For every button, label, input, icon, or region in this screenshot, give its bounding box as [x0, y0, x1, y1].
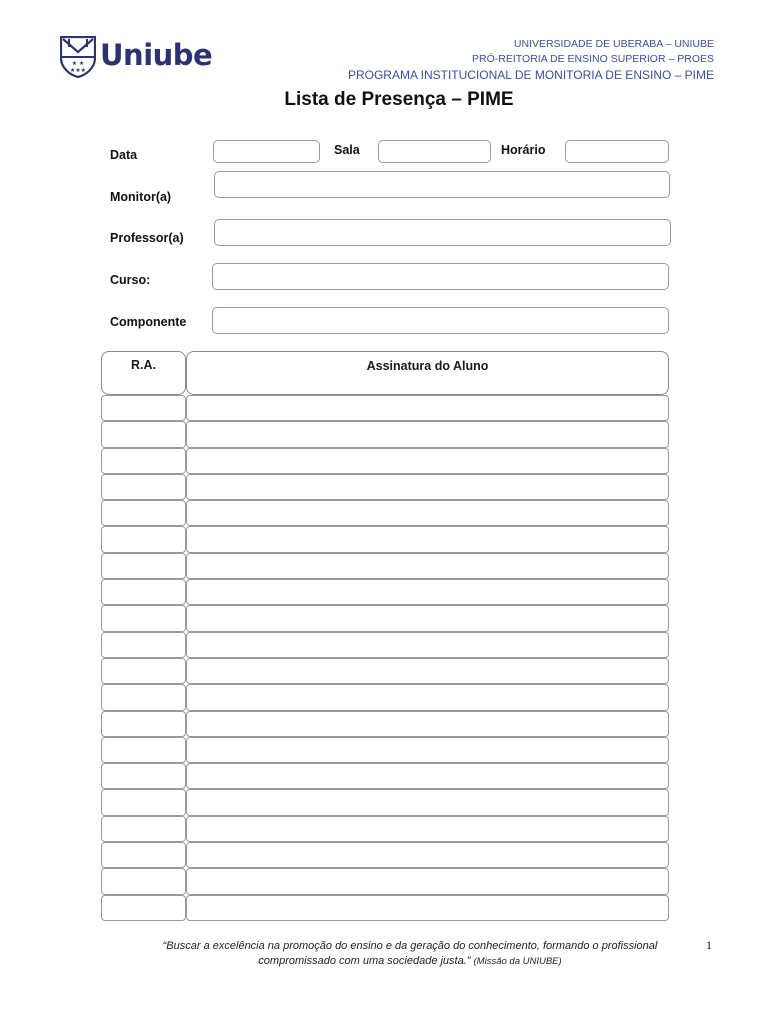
signature-cell[interactable] [186, 500, 669, 526]
data-label: Data [110, 148, 138, 162]
ra-cell[interactable] [101, 658, 186, 684]
table-row [101, 763, 669, 789]
table-row [101, 448, 669, 474]
signature-cell[interactable] [186, 579, 669, 605]
signature-column-header: Assinatura do Aluno [186, 351, 669, 395]
signature-cell[interactable] [186, 526, 669, 552]
ra-cell[interactable] [101, 842, 186, 868]
table-row [101, 816, 669, 842]
ra-cell[interactable] [101, 474, 186, 500]
signature-cell[interactable] [186, 868, 669, 894]
table-row [101, 895, 669, 921]
curso-label: Curso: [110, 273, 151, 287]
ra-cell[interactable] [101, 500, 186, 526]
table-row [101, 658, 669, 684]
ra-cell[interactable] [101, 448, 186, 474]
signature-cell[interactable] [186, 658, 669, 684]
ra-cell[interactable] [101, 895, 186, 921]
table-row [101, 789, 669, 815]
university-name: UNIVERSIDADE DE UBERABA – UNIUBE [513, 38, 714, 50]
svg-text:★ ★: ★ ★ [71, 61, 85, 67]
ra-cell[interactable] [101, 526, 186, 552]
logo-wordmark: Uniube [100, 38, 213, 72]
table-row [101, 632, 669, 658]
signature-cell[interactable] [186, 448, 669, 474]
signature-cell[interactable] [186, 737, 669, 763]
signature-cell[interactable] [186, 763, 669, 789]
table-row [101, 526, 669, 552]
horario-label: Horário [501, 143, 546, 157]
table-row [101, 868, 669, 894]
institution-header [348, 37, 714, 84]
ra-cell[interactable] [101, 789, 186, 815]
table-row [101, 737, 669, 763]
professor-field[interactable] [214, 219, 671, 246]
uniube-logo [60, 36, 213, 80]
table-row [101, 500, 669, 526]
signature-cell[interactable] [186, 842, 669, 868]
ra-cell[interactable] [101, 816, 186, 842]
pro-rectory-name: PRÓ-REITORIA DE ENSINO SUPERIOR – PROES [472, 53, 714, 65]
ra-cell[interactable] [101, 421, 186, 447]
table-row [101, 395, 669, 421]
data-field[interactable] [213, 140, 320, 163]
ra-cell[interactable] [101, 684, 186, 710]
table-row [101, 711, 669, 737]
table-row [101, 553, 669, 579]
monitor-label: Monitor(a) [110, 190, 172, 204]
program-name: PROGRAMA INSTITUCIONAL DE MONITORIA DE ENSINO – PIME [347, 68, 714, 82]
signature-cell[interactable] [186, 474, 669, 500]
signature-cell[interactable] [186, 711, 669, 737]
ra-column-header: R.A. [101, 351, 186, 395]
uniube-shield-icon [60, 36, 96, 78]
table-body [101, 395, 669, 921]
table-row [101, 605, 669, 631]
ra-cell[interactable] [101, 632, 186, 658]
table-row [101, 474, 669, 500]
table-row [101, 842, 669, 868]
page-title: Lista de Presença – PIME [284, 89, 514, 110]
ra-cell[interactable] [101, 737, 186, 763]
signature-cell[interactable] [186, 553, 669, 579]
componente-label: Componente [110, 315, 187, 329]
signature-cell[interactable] [186, 895, 669, 921]
table-row [101, 579, 669, 605]
sala-field[interactable] [378, 140, 491, 163]
signature-cell[interactable] [186, 605, 669, 631]
table-row [101, 684, 669, 710]
horario-field[interactable] [565, 140, 669, 163]
ra-cell[interactable] [101, 395, 186, 421]
mission-source: (Missão da UNIUBE) [473, 955, 562, 967]
ra-cell[interactable] [101, 579, 186, 605]
monitor-field[interactable] [214, 171, 670, 198]
ra-cell[interactable] [101, 605, 186, 631]
mission-quote: “Buscar a excelência na promoção do ensino e da geração do conhecimento, formando o profissional compromissado com uma sociedade justa.” [162, 940, 658, 967]
componente-field[interactable] [212, 307, 669, 334]
ra-cell[interactable] [101, 868, 186, 894]
page-number: 1 [706, 938, 712, 952]
table-row [101, 421, 669, 447]
sala-label: Sala [334, 143, 360, 157]
mission-footer [130, 939, 690, 969]
signature-cell[interactable] [186, 395, 669, 421]
ra-cell[interactable] [101, 711, 186, 737]
signature-cell[interactable] [186, 632, 669, 658]
signature-cell[interactable] [186, 816, 669, 842]
signature-cell[interactable] [186, 789, 669, 815]
curso-field[interactable] [212, 263, 669, 290]
ra-cell[interactable] [101, 553, 186, 579]
signature-cell[interactable] [186, 684, 669, 710]
ra-cell[interactable] [101, 763, 186, 789]
professor-label: Professor(a) [110, 231, 184, 245]
svg-text:★★★: ★★★ [69, 68, 87, 74]
signature-cell[interactable] [186, 421, 669, 447]
